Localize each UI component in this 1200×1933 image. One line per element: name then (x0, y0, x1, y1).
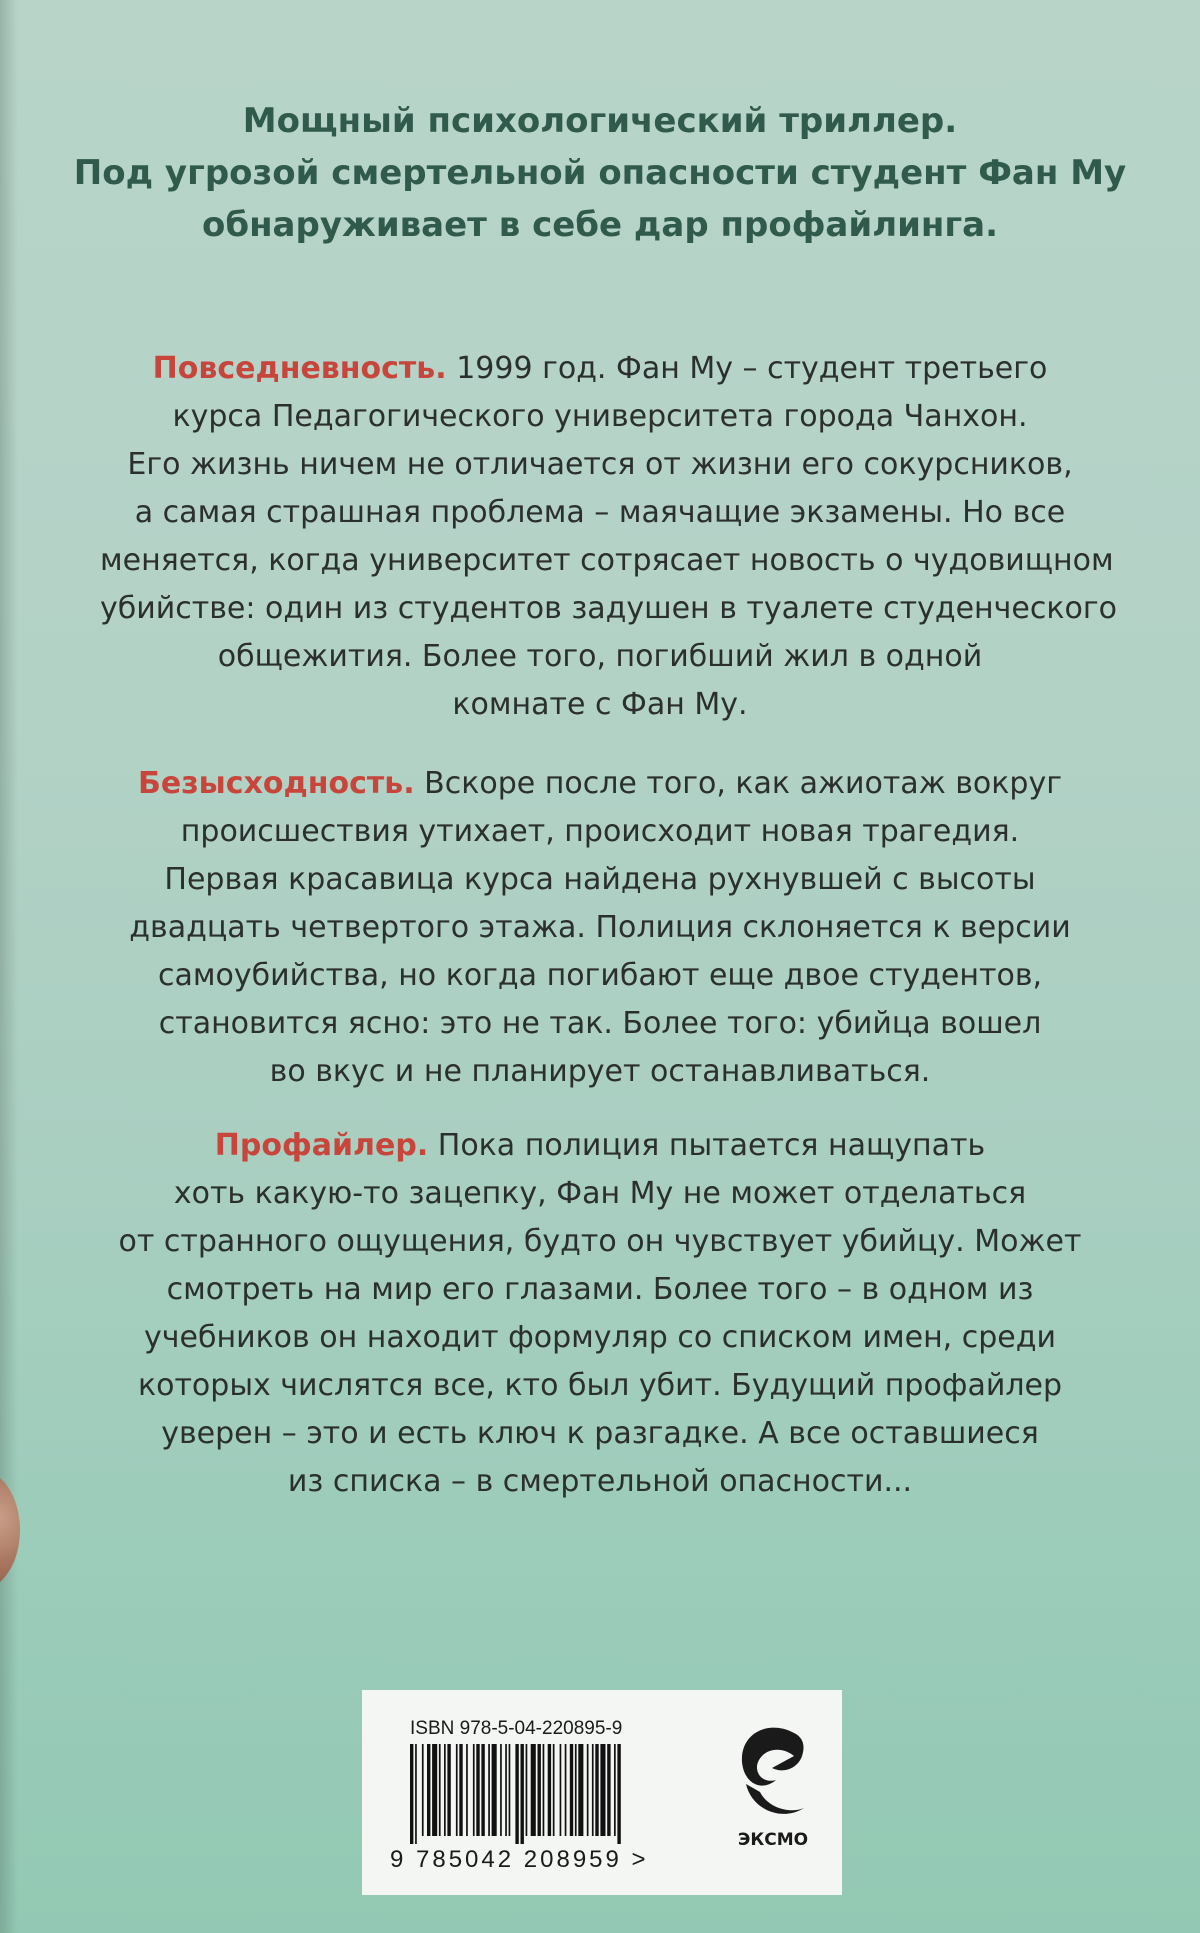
section-line: которых числятся все, кто был убит. Будущий профайлер (137, 1368, 1063, 1403)
section-line (100, 1122, 1100, 1170)
tagline-line: Мощный психологический триллер. (242, 101, 958, 141)
section-heading: Безысходность. (138, 766, 415, 801)
section-line: курса Педагогического университета города Чанхон. (172, 399, 1028, 434)
section-line: Его жизнь ничем не отличается от жизни его сокурсников, (127, 447, 1073, 482)
section-line: а самая страшная проблема – маячащие экзамены. Но все (134, 495, 1066, 530)
section-line: меняется, когда университет сотрясает новость о чудовищном (100, 543, 1114, 578)
section-line: хоть какую-то зацепку, Фан Му не может отделаться (173, 1176, 1027, 1211)
section-line: смотреть на мир его глазами. Более того – в одном из (166, 1272, 1034, 1307)
tagline (60, 95, 1140, 251)
section-hopelessness (100, 760, 1100, 1096)
section-heading: Профайлер. (214, 1128, 429, 1163)
barcode-digits: 9 785042 208959 > (390, 1846, 649, 1873)
section-line: от странного ощущения, будто он чувствует убийцу. Может (118, 1224, 1082, 1259)
section-line: двадцать четвертого этажа. Полиция склоняется к версии (129, 910, 1071, 945)
tagline-line: Под угрозой смертельной опасности студент Фан Му (73, 153, 1127, 193)
section-profiler (100, 1122, 1100, 1506)
section-line: уверен – это и есть ключ к разгадке. А все оставшиеся (161, 1416, 1039, 1451)
barcode-icon (410, 1744, 680, 1844)
section-text: 1999 год. Фан Му – студент третьего (446, 351, 1048, 386)
section-line: из списка – в смертельной опасности... (287, 1464, 913, 1499)
section-line: убийстве: один из студентов задушен в туалете студенческого (100, 591, 1117, 626)
section-line: учебников он находит формуляр со списком имен, среди (144, 1320, 1056, 1355)
section-everyday (100, 345, 1117, 729)
section-line: Первая красавица курса найдена рухнувшей с высоты (164, 862, 1036, 897)
publisher-name: ЭКСМО (737, 1830, 809, 1850)
eksmo-logo-icon (732, 1722, 814, 1827)
cover-edge-shadow (0, 0, 18, 1933)
section-text: Пока полиция пытается нащупать (428, 1128, 986, 1163)
section-heading: Повседневность. (152, 351, 447, 386)
section-line (100, 345, 1100, 393)
section-line: общежития. Более того, погибший жил в одной (217, 639, 983, 674)
section-line: во вкус и не планирует останавливаться. (269, 1054, 931, 1089)
section-line: самоубийства, но когда погибают еще двое студентов, (157, 958, 1043, 993)
tagline-line: обнаруживает в себе дар профайлинга. (201, 205, 999, 245)
barcode-panel (362, 1690, 842, 1895)
section-text: Вскоре после того, как ажиотаж вокруг (414, 766, 1062, 801)
section-line: происшествия утихает, происходит новая трагедия. (180, 814, 1020, 849)
section-line: становится ясно: это не так. Более того: убийца вошел (158, 1006, 1042, 1041)
section-line: комнате с Фан Му. (452, 687, 748, 722)
isbn-label: ISBN 978-5-04-220895-9 (410, 1718, 623, 1739)
section-line (100, 760, 1100, 808)
